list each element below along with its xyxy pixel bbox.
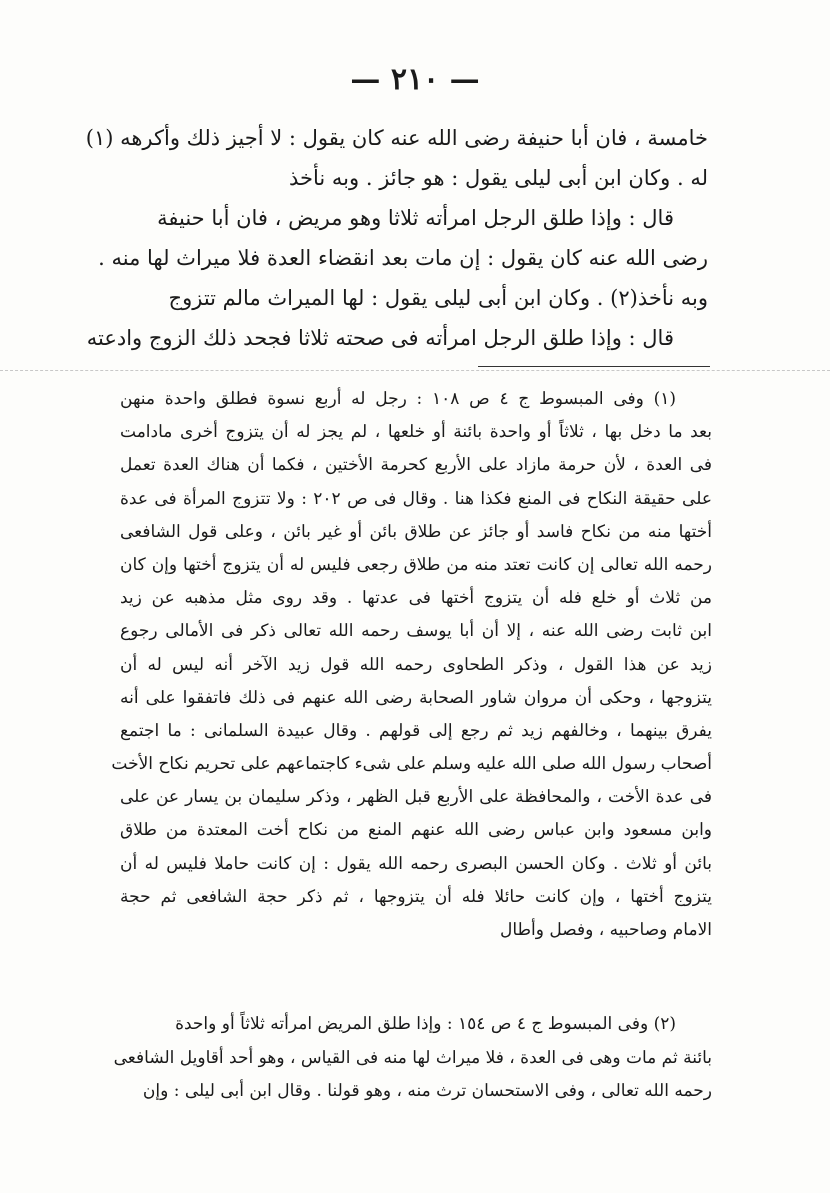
footnote-line: فى العدة ، لأن حرمة مازاد على الأربع كحرمة الأختين ، فكما أن هناك العدة تعمل xyxy=(120,455,712,476)
main-text xyxy=(85,118,708,358)
footnote-line: يفرق بينهما ، وخالفهم زيد ثم رجع إلى قولهم . وقال عبيدة السلمانى : ما اجتمع xyxy=(120,720,712,741)
footnote-line: زيد عن هذا القول ، وذكر الطحاوى رحمه الله قول زيد الآخر أنه ليس له أن xyxy=(120,654,712,675)
main-line: رضى الله عنه كان يقول : إن مات بعد انقضاء العدة فلا ميراث لها منه . xyxy=(98,246,708,270)
footnote-line: بعد ما دخل بها ، ثلاثاً أو واحدة بائنة أو خلعها ، لم يجز له أن يتزوج أخرى مادامت xyxy=(120,422,712,443)
main-line: قال : وإذا طلق الرجل امرأته ثلاثا وهو مريض ، فان أبا حنيفة xyxy=(157,206,674,230)
footnote-line: رحمه الله تعالى ، وفى الاستحسان ترث منه ، وهو قولنا . وقال ابن أبى ليلى : وإن xyxy=(142,1081,712,1101)
footnote-line: أصحاب رسول الله صلى الله عليه وسلم على شىء كاجتماعهم على تحريم نكاح الأخت xyxy=(111,754,712,775)
footnote-line: يتزوج أختها ، وإن كانت حائلا فله أن يتزوجها ، ثم ذكر حجة الشافعى ثم حجة xyxy=(120,886,712,907)
footnote-line: ابن ثابت رضى الله عنه ، إلا أن أبا يوسف رحمه الله تعالى ذكر فى الأمالى رجوع xyxy=(120,621,712,642)
footnote-separator xyxy=(478,366,710,367)
footnote-line: (١) وفى المبسوط ج ٤ ص ١٠٨ : رجل له أربع نسوة فطلق واحدة منهن xyxy=(120,389,676,409)
footnote-line: فى عدة الأخت ، والمحافظة على الأربع قبل الظهر ، وذكر سليمان بن يسار عن على xyxy=(120,787,712,808)
footnote-line: الامام وصاحبيه ، وفصل وأطال xyxy=(500,920,712,940)
footnote-line: (٢) وفى المبسوط ج ٤ ص ١٥٤ : وإذا طلق المريض امرأته ثلاثاً أو واحدة xyxy=(175,1014,676,1034)
footnote-line: بائنة ثم مات وهى فى العدة ، فلا ميراث لها منه فى القياس ، وهو أحد أقاويل الشافعى xyxy=(113,1047,712,1068)
footnote-line: بائن أو ثلاث . وكان الحسن البصرى رحمه الله يقول : إن كانت حاملا فليس له أن xyxy=(120,853,712,874)
main-line: خامسة ، فان أبا حنيفة رضى الله عنه كان يقول : لا أجيز ذلك وأكرهه (١) xyxy=(85,126,708,150)
footnote-line: من ثلاث أو خلع فله أن يتزوج أختها فى عدتها . وقد روى مثل مذهبه عن زيد xyxy=(120,588,712,609)
main-line: وبه نأخذ(٢) . وكان ابن أبى ليلى يقول : لها الميراث مالم تتزوج xyxy=(168,286,708,310)
footnote-2 xyxy=(113,1008,712,1109)
scan-fold-line xyxy=(0,370,830,371)
main-line: له . وكان ابن أبى ليلى يقول : هو جائز . وبه نأخذ xyxy=(289,166,708,190)
footnote-line: أختها منه من نكاح فاسد أو جائز عن طلاق بائن أو غير بائن ، وعلى قول الشافعى xyxy=(120,521,712,542)
footnote-1 xyxy=(111,383,713,947)
footnote-line: وابن مسعود وابن عباس رضى الله عنهم المنع من نكاح أخت المعتدة من طلاق xyxy=(120,820,713,841)
page-number: — ٢١٠ — xyxy=(350,62,480,97)
main-line: قال : وإذا طلق الرجل امرأته فى صحته ثلاثا فجحد ذلك الزوج وادعته xyxy=(86,326,674,350)
footnote-line: رحمه الله تعالى إن كانت تعتد منه من طلاق رجعى فليس له أن يتزوج أختها وإن كان xyxy=(120,554,712,575)
footnote-line: على حقيقة النكاح فى المنع فكذا هنا . وقال فى ص ٢٠٢ : ولا تتزوج المرأة فى عدة xyxy=(120,488,712,509)
footnote-line: يتزوجها ، وحكى أن مروان شاور الصحابة رضى الله عنهم فى ذلك فاتفقوا على أنه xyxy=(120,687,712,708)
